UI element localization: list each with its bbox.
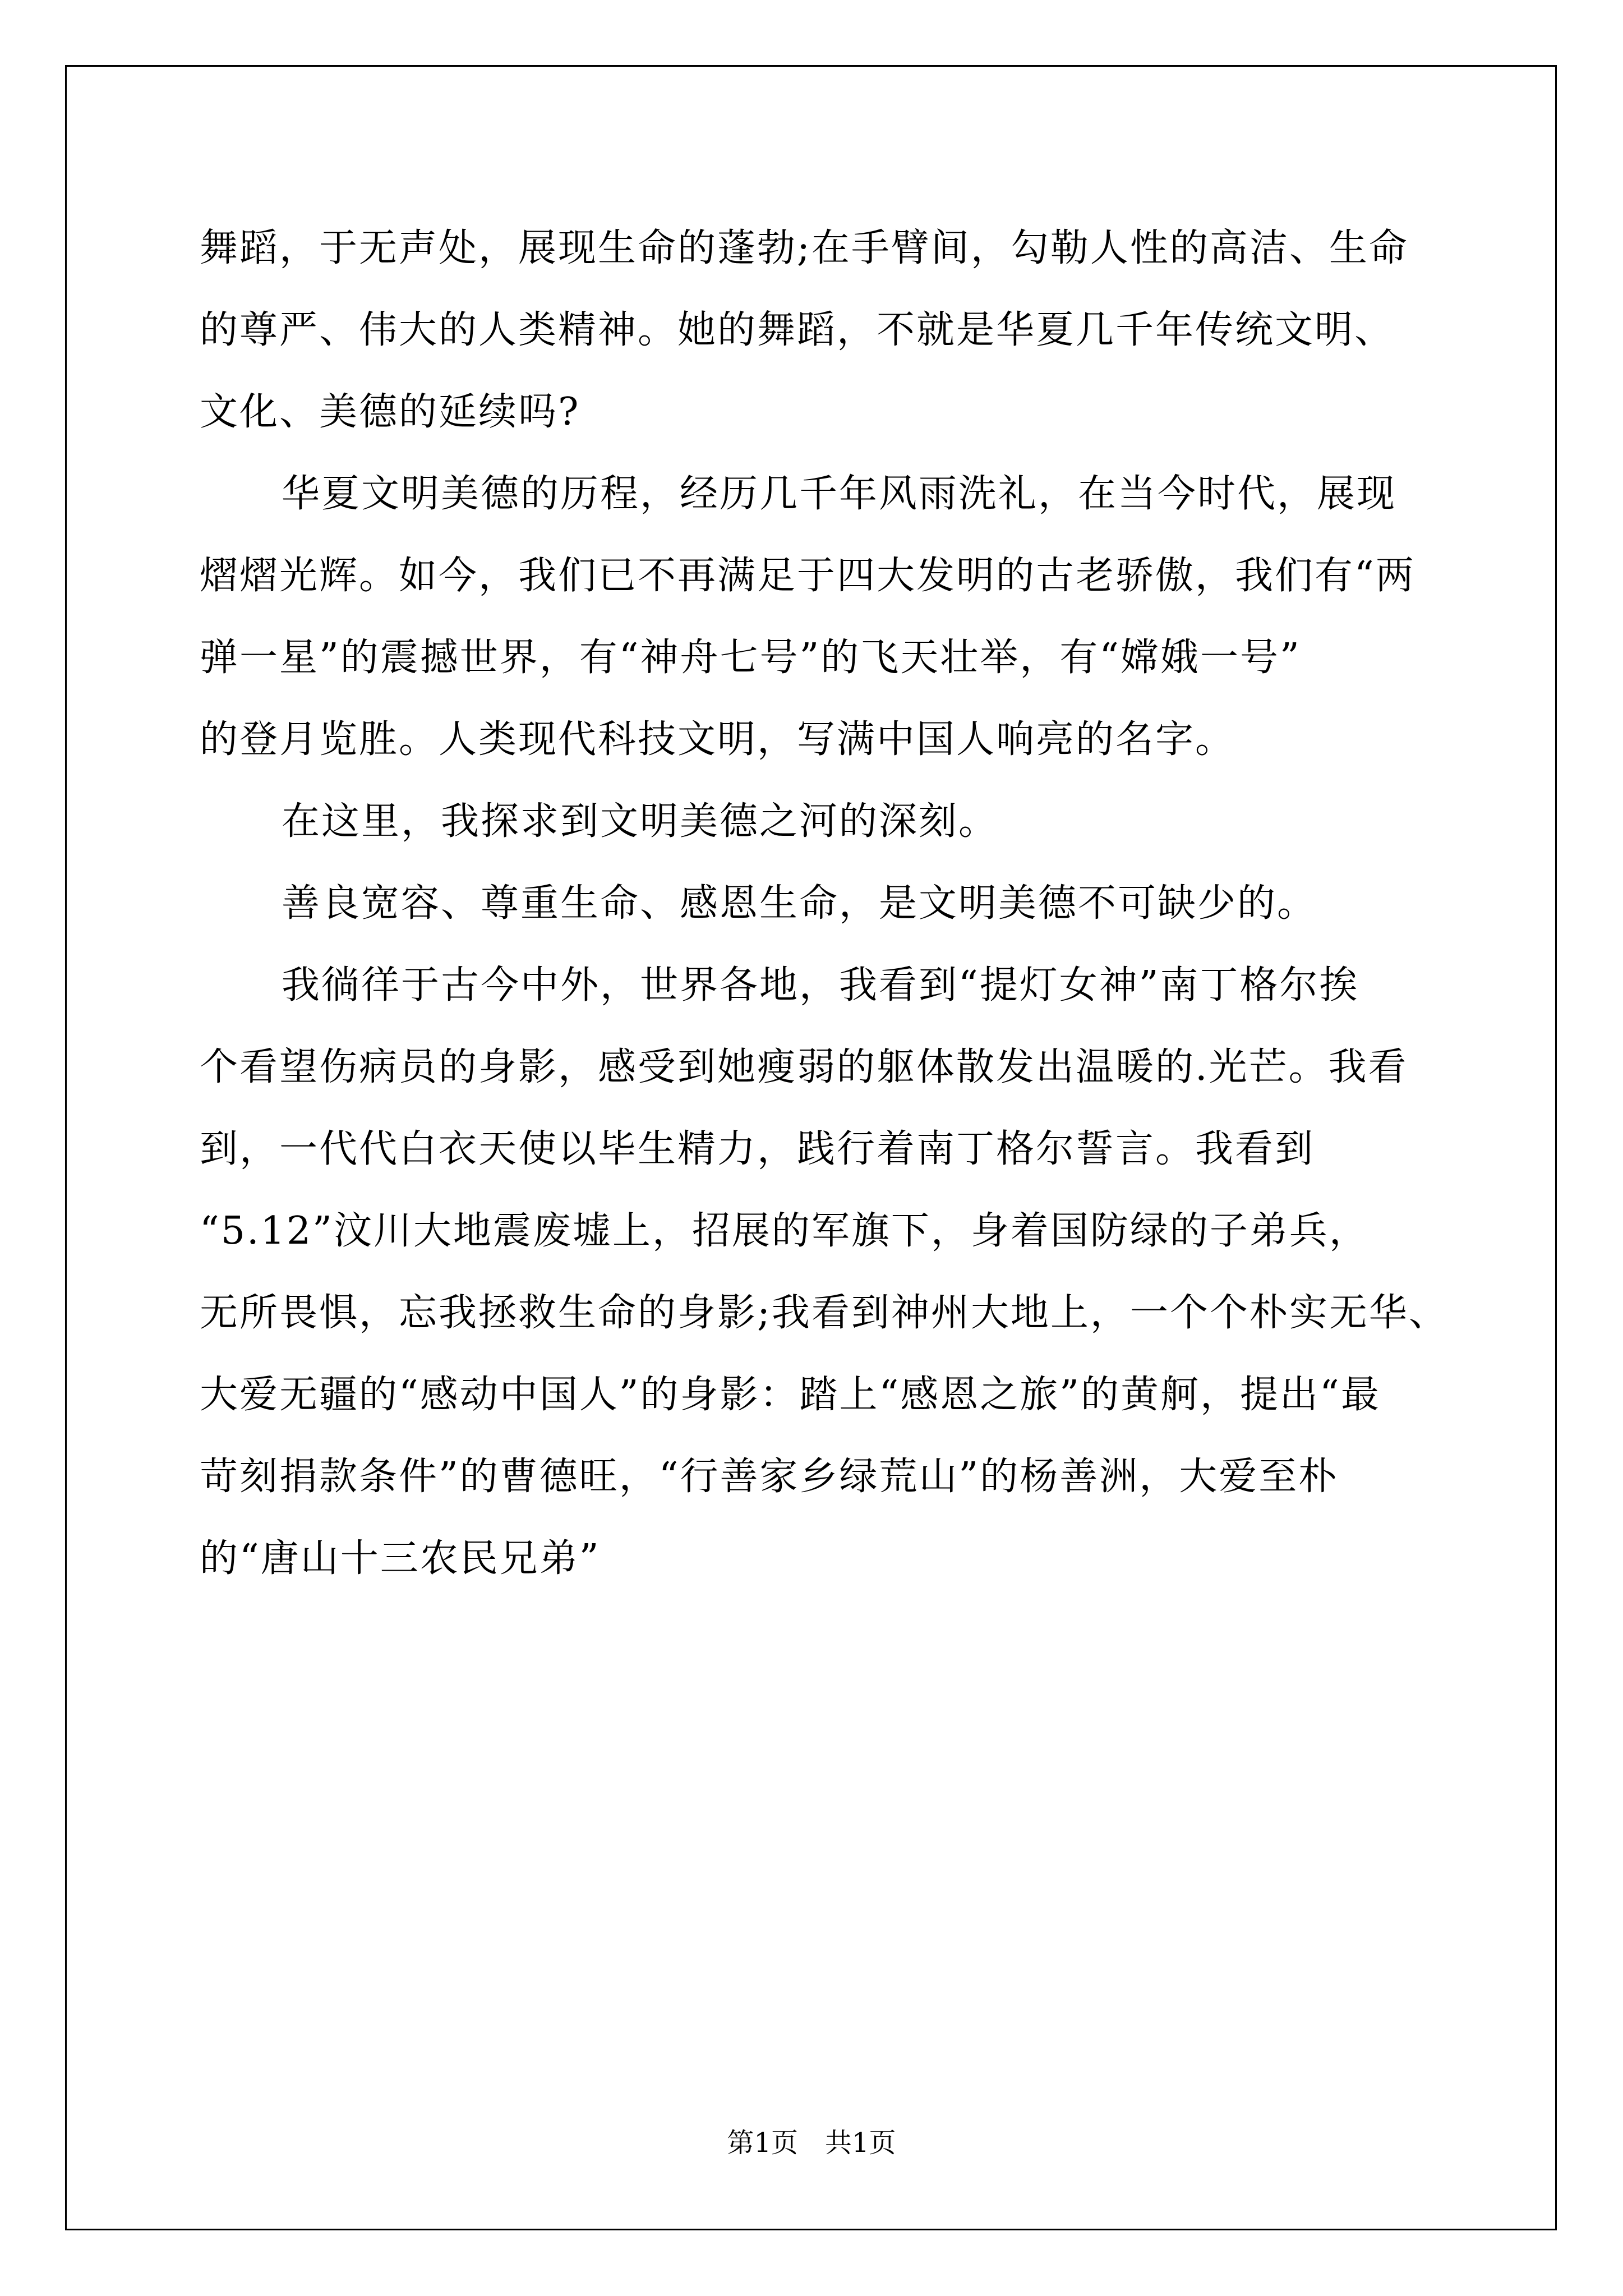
text-line: “5.12”汶川大地震废墟上，招展的军旗下，身着国防绿的子弟兵，: [200, 1209, 1369, 1253]
text-line: 文化、美德的延续吗?: [200, 390, 580, 434]
text-line: 的“唐山十三农民兄弟”: [200, 1536, 601, 1581]
text-line: 弹一星”的震撼世界，有“神舟七号”的飞天壮举，有“嫦娥一号”: [200, 636, 1301, 680]
text-line: 个看望伤病员的身影，感受到她瘦弱的躯体散发出温暖的.光芒。我看: [200, 1045, 1408, 1089]
text-line: 无所畏惧，忘我拯救生命的身影;我看到神州大地上，一个个朴实无华、: [200, 1291, 1449, 1335]
text-line: 到，一代代白衣天使以毕生精力，践行着南丁格尔誓言。我看到: [200, 1127, 1315, 1171]
paragraph-start: 我徜徉于古今中外，世界各地，我看到“提灯女神”南丁格尔挨: [282, 963, 1359, 1007]
paragraph-start: 在这里，我探求到文明美德之河的深刻。: [282, 799, 999, 844]
text-line: 的尊严、伟大的人类精神。她的舞蹈，不就是华夏几千年传统文明、: [200, 308, 1395, 352]
document-body: [200, 208, 1449, 1600]
paragraph-start: 华夏文明美德的历程，经历几千年风雨洗礼，在当今时代，展现: [282, 472, 1397, 516]
page-number-footer: 第1页 共1页: [727, 2127, 896, 2159]
text-line: 舞蹈，于无声处，展现生命的蓬勃;在手臂间，勾勒人性的高洁、生命: [200, 226, 1409, 270]
paragraph-start: 善良宽容、尊重生命、感恩生命，是文明美德不可缺少的。: [282, 881, 1317, 926]
text-line: 苛刻捐款条件”的曹德旺，“行善家乡绿荒山”的杨善洲，大爱至朴: [200, 1455, 1339, 1499]
text-line: 大爱无疆的“感动中国人”的身影：踏上“感恩之旅”的黄舸，提出“最: [200, 1373, 1381, 1417]
text-line: 的登月览胜。人类现代科技文明，写满中国人响亮的名字。: [200, 717, 1235, 762]
text-line: 熠熠光辉。如今，我们已不再满足于四大发明的古老骄傲，我们有“两: [200, 554, 1415, 598]
